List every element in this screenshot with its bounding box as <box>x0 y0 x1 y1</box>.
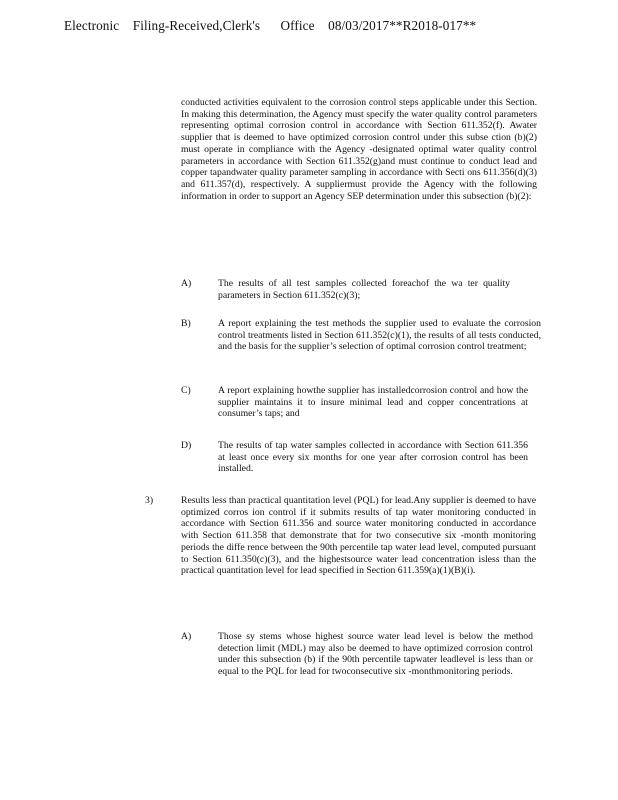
list-item-text: The results of tap water samples collected in accordance with Section 611.356 at least once every six months for one year after corrosion control has been installed. <box>218 440 528 475</box>
list-item-label: A) <box>181 278 192 289</box>
list-item-text: A report explaining howthe supplier has installedcorrosion control and how the supplier maintains it to insure minimal lead and copper concentrations at consumer’s taps; and <box>218 385 528 420</box>
filing-header: Electronic Filing-Received,Clerk's Office 08/03/2017**R2018-017** <box>64 18 477 33</box>
list-item-text: A report explaining the test methods the supplier used to evaluate the corrosion control treatments listed in Section 611.352(c)(1), the results of all tests conducted, and the basis for the supplier’s selection of optimal corrosion control treatment; <box>218 318 541 353</box>
list-item-label: B) <box>181 318 191 329</box>
list-item-text: Results less than practical quantitation level (PQL) for lead.Any supplier is deemed to have optimized corros ion control if it submits results of tap water monitoring conducted in accordance with Section 611.356 and source water monitoring conducted in accordance with Section 611.358 that demonstrate that for two consecutive six -month monitoring periods the diffe rence between the 90th percentile tap water lead level, computed pursuant to Section 611.350(c)(3), and the highestsource water lead concentration isless than the practical quantitation level for lead specified in Section 611.359(a)(1)(B)(i). <box>181 495 536 577</box>
list-item-label: D) <box>181 440 192 451</box>
list-item-text: Those sy stems whose highest source water lead level is below the method detection limit (MDL) may also be deemed to have optimized corrosion control under this subsection (b) if the 90th percentile tapwater leadlevel is less than or equal to the PQL for lead for twoconsecutive six -monthmonitoring periods. <box>218 631 533 678</box>
list-item-label: A) <box>181 631 192 642</box>
list-item-text: The results of all test samples collected foreachof the wa ter quality parameters in Section 611.352(c)(3); <box>218 278 510 301</box>
intro-paragraph: conducted activities equivalent to the corrosion control steps applicable under this Section. In making this determination, the Agency must specify the water quality control parameters representing optimal corrosion control in accordance with Section 611.352(f). Awater supplier that is deemed to have optimized corrosion control under this subse ction (b)(2) must operate in compliance with the Agency -designated optimal water quality control parameters in accordance with Section 611.352(g)and must continue to conduct lead and copper tapandwater quality parameter sampling in accordance with Secti ons 611.356(d)(3) and 611.357(d), respectively. A suppliermust provide the Agency with the following information in order to support an Agency SEP determination under this subsection (b)(2): <box>181 97 537 202</box>
list-item-label: 3) <box>145 495 154 506</box>
list-item-label: C) <box>181 385 191 396</box>
